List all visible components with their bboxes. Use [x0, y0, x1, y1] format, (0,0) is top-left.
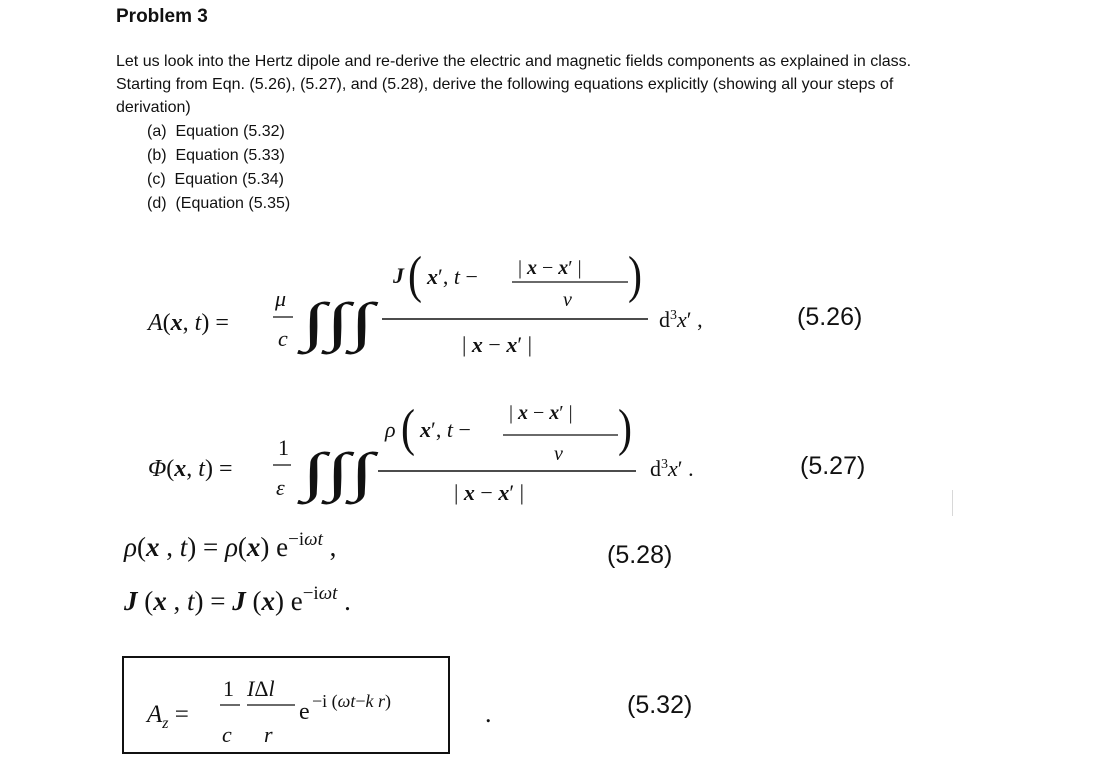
svg-text:Az =: $A_z$ =	[147, 701, 189, 732]
svg-text:∫∫∫: ∫∫∫	[302, 292, 347, 352]
part-a-text: Equation (5.32)	[175, 123, 285, 140]
svg-text:∫∫∫: ∫∫∫	[302, 442, 347, 502]
svg-text:d3x′ ,: $d^3x'$ ,	[659, 307, 703, 332]
svg-text:−i (ωt−k r): −i (ωt−k r)	[312, 691, 392, 711]
eq-number-5-28: (5.28)	[607, 541, 673, 569]
svg-text:| x − x′ |: | x − x′ |	[454, 480, 525, 505]
svg-text:ρ(x , t) = ρ(x) e−iωt ,: ρ(x , t) = ρ(x) $e^{-i}\omega t$ ,	[124, 529, 337, 562]
equation-5-26	[146, 247, 703, 357]
equation-box	[122, 656, 450, 754]
part-d-label: (d)	[147, 195, 167, 212]
svg-text:μ: μ	[275, 286, 287, 311]
svg-text:ρ: ρ	[385, 417, 396, 442]
svg-text:| x − x′ |: | x − x′ |	[509, 402, 573, 424]
svg-text:r: r	[264, 722, 273, 747]
divider-line	[952, 490, 953, 516]
svg-text:v: v	[563, 289, 572, 311]
equation-5-28	[123, 529, 351, 616]
svg-text:x′, t −: x′, t −	[420, 417, 471, 442]
svg-text:A(x, t) =: A(x, t) =	[148, 310, 229, 336]
svg-text:x′, t −: x′, t −	[427, 264, 478, 289]
part-b-text: Equation (5.33)	[175, 147, 285, 164]
svg-text:.: .	[485, 699, 492, 728]
svg-text:IΔl: IΔl	[247, 676, 275, 701]
svg-text:(: (	[408, 247, 422, 304]
eq-number-5-32: (5.32)	[627, 691, 693, 719]
part-a-label: (a)	[147, 123, 167, 140]
part-b-label: (b)	[147, 147, 167, 164]
svg-text:): )	[618, 400, 632, 457]
svg-text:| x − x′ |: | x − x′ |	[518, 257, 582, 279]
svg-text:v: v	[554, 443, 563, 465]
svg-text:J: J	[393, 263, 404, 288]
eq-number-5-27: (5.27)	[800, 452, 866, 480]
problem-instructions: Let us look into the Hertz dipole and re-derive the electric and magnetic fields components as explained in class. Starting from Eqn. (5.26), (5.27), and (5.28), derive the following equations explicitly (showing all your steps of derivation)	[116, 53, 912, 116]
svg-text:(: (	[401, 400, 415, 457]
svg-text:ε: ε	[276, 475, 285, 500]
equation-5-27	[148, 400, 694, 505]
part-c-text: Equation (5.34)	[174, 171, 284, 188]
svg-text:Φ(x, t) =: Φ(x, t) =	[148, 456, 233, 482]
problem-title: Problem 3	[116, 6, 208, 27]
eq-number-5-26: (5.26)	[797, 303, 863, 331]
svg-text:c: c	[278, 326, 288, 351]
part-d-text: (Equation (5.35)	[175, 195, 291, 212]
svg-text:e: e	[299, 699, 310, 725]
svg-text:1: 1	[278, 435, 289, 460]
svg-text:J (x , t) = J (x) e−iωt .: J (x , t) = J (x) $e^{-i}\omega t$ .	[124, 583, 351, 616]
svg-text:| x − x′ |: | x − x′ |	[462, 332, 533, 357]
svg-text:1: 1	[223, 676, 234, 701]
svg-text:c: c	[222, 722, 232, 747]
part-c-label: (c)	[147, 171, 166, 188]
svg-text:d3x′ .: $d^3x'$ .	[650, 456, 694, 481]
svg-text:): )	[628, 247, 642, 304]
